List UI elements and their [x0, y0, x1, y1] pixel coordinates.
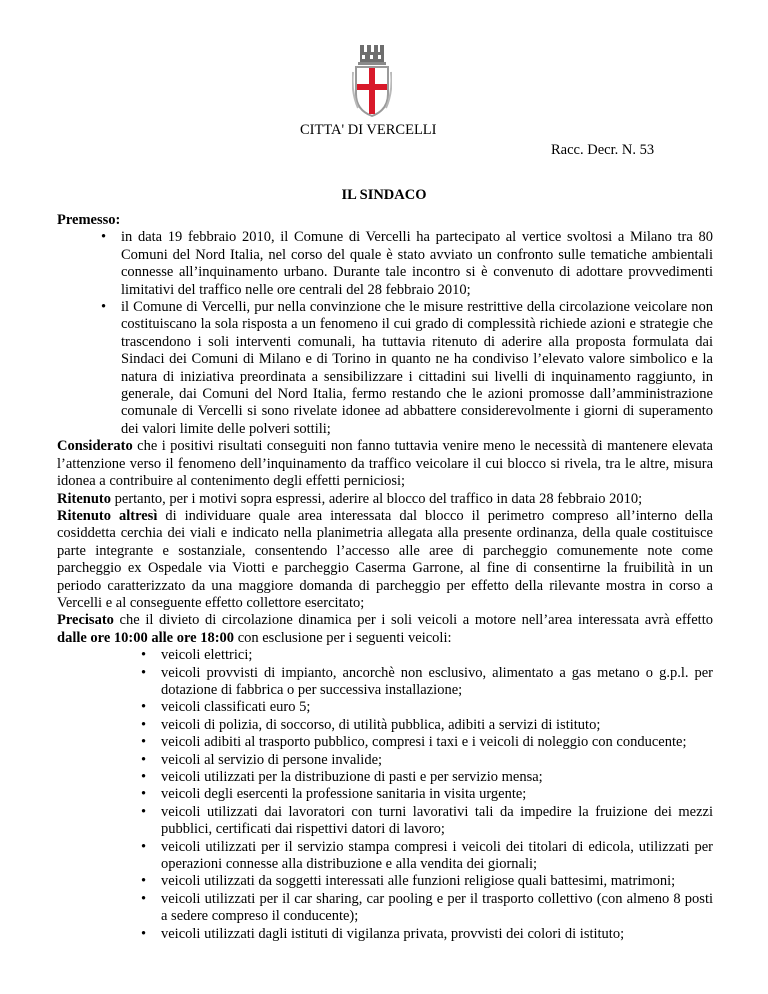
list-item: • veicoli adibiti al trasporto pubblico, compresi i taxi e i veicoli di noleggio con conducente; [57, 734, 713, 751]
list-item: • veicoli utilizzati dagli istituti di vigilanza privata, provvisti dei colori di istituto; [57, 926, 713, 943]
premesso-label: Premesso: [57, 212, 121, 228]
precisato-paragraph [57, 612, 713, 647]
vercelli-coat-of-arms-icon [352, 42, 392, 118]
list-item: • veicoli classificati euro 5; [57, 699, 713, 716]
ritenuto-label: Ritenuto [57, 490, 111, 507]
ritenuto-altresi-paragraph [57, 508, 713, 612]
crown-icon [358, 45, 386, 65]
premesso-heading [57, 212, 713, 229]
precisato-text-after: con esclusione per i seguenti veicoli: [234, 629, 452, 646]
decree-reference: Racc. Decr. N. 53 [551, 142, 655, 158]
list-item: • veicoli degli esercenti la professione sanitaria in visita urgente; [57, 786, 713, 803]
considerato-label: Considerato [57, 438, 133, 455]
shield-icon [356, 67, 388, 116]
precisato-label: Precisato [57, 612, 114, 629]
list-item: • veicoli di polizia, di soccorso, di utilità pubblica, adibiti a servizi di istituto; [57, 717, 713, 734]
list-item: • veicoli provvisti di impianto, ancorchè non esclusivo, alimentato a gas metano o g.p.l. per dotazione di fabbrica o per successiva installazione; [57, 665, 713, 700]
city-name: CITTA' DI VERCELLI [300, 122, 437, 138]
list-item: • veicoli elettrici; [57, 647, 713, 664]
list-item: • veicoli utilizzati dai lavoratori con turni lavorativi tali da impedire la fruizione dei mezzi pubblici, certificati dai rispettivi datori di lavoro; [57, 804, 713, 839]
ritenuto-paragraph [57, 491, 713, 508]
precisato-text-before: che il divieto di circolazione dinamica per i soli veicoli a motore nell’area interessata avrà effetto [113, 612, 713, 629]
premesso-list [57, 229, 713, 438]
list-item: • il Comune di Vercelli, pur nella convinzione che le misure restrittive della circolazione veicolare non costituiscano la sola risposta a un fenomeno il cui grado di complessità richiede azioni e strategie che trascendono i soli interventi comunali, ha tuttavia ritenuto di aderire alla proposta formulata dai Sindaci dei Comuni di Milano e di Torino in quanto ne ha condiviso l’elevato valore simbolico e la natura di iniziativa preordinata a sensibilizzare i cittadini sui livelli di inquinamento raggiunto, in generale, dai Comuni del Nord Italia, fermo restando che le azioni promosse dall’amministrazione comunale di Vercelli si sono rivelate idonee ad abbattere considerevolmente i giorni di superamento dei valori limite delle polveri sottili; [57, 299, 713, 438]
list-item: • veicoli utilizzati per la distribuzione di pasti e per servizio mensa; [57, 769, 713, 786]
ritenuto-altresi-label: Ritenuto altresì [57, 507, 158, 524]
list-item: • veicoli al servizio di persone invalide; [57, 752, 713, 769]
list-item: • veicoli utilizzati per il car sharing, car pooling e per il trasporto collettivo (con almeno 8 posti a sedere compreso il conducente); [57, 891, 713, 926]
list-item: • veicoli utilizzati per il servizio stampa compresi i veicoli dei titolari di edicola, utilizzati per operazioni connesse alla distribuzione e alla vendita dei giornali; [57, 839, 713, 874]
document-body [57, 212, 713, 943]
list-item: • in data 19 febbraio 2010, il Comune di Vercelli ha partecipato al vertice svoltosi a Milano tra 80 Comuni del Nord Italia, nel corso del quale è stato avviato un confronto sulle tematiche ambientali connesse all’inquinamento urbano. Durante tale incontro si è convenuto di adottare provvedimenti limitativi del traffico nelle ore centrali del 28 febbraio 2010; [57, 229, 713, 299]
document-title: IL SINDACO [341, 187, 427, 203]
considerato-text: che i positivi risultati conseguiti non fanno tuttavia venire meno le necessità di mantenere elevata l’attenzione verso il fenomeno dell’inquinamento da traffico veicolare il cui blocco si rivela, tra le altre, misura idonea a contribuire al contenimento degli effetti perniciosi; [57, 438, 713, 490]
ritenuto-altresi-text: di individuare quale area interessata dal blocco il perimetro compreso all’interno della cosiddetta cerchia dei viali e indicato nella planimetria allegata alla presente ordinanza, della quale costituisce parte integrante e sostanziale, consentendo l’accesso alle aree di parcheggio comunemente note come parcheggio ex Ospedale via Viotti e parcheggio Caserma Garrone, al fine di consentirne la fruibilità in un periodo caratterizzato da una maggiore domanda di parcheggio per effetto della rilevante mostra in corso a Vercelli e al conseguente effetto collettore esercitato; [57, 507, 713, 611]
restriction-hours: dalle ore 10:00 alle ore 18:00 [57, 629, 235, 646]
exempt-vehicles-list [57, 647, 713, 943]
list-item: • veicoli utilizzati da soggetti interessati alle funzioni religiose quali battesimi, matrimoni; [57, 873, 713, 890]
ritenuto-text: pertanto, per i motivi sopra espressi, aderire al blocco del traffico in data 28 febbraio 2010; [110, 490, 643, 507]
considerato-paragraph [57, 438, 713, 490]
